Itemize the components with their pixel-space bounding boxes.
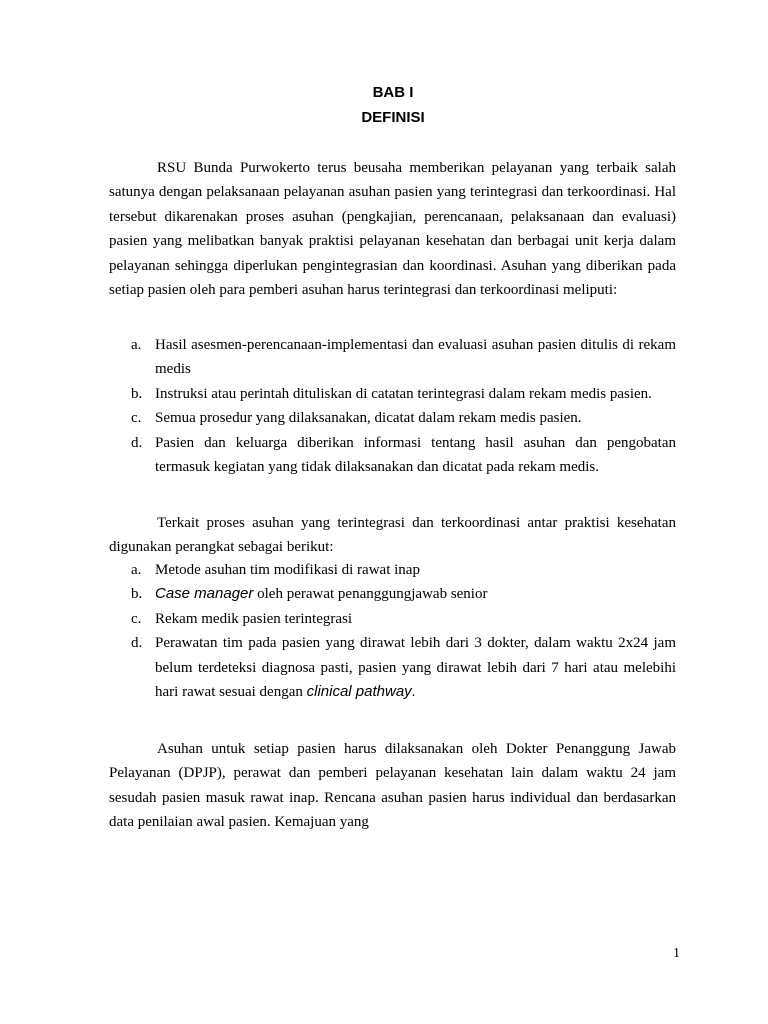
- list-item-text: Rekam medik pasien terintegrasi: [155, 610, 353, 627]
- intro-paragraph: [109, 156, 676, 302]
- list-item: [109, 558, 676, 582]
- list-marker: c.: [131, 610, 142, 627]
- list-item: [109, 382, 676, 406]
- chapter-heading: BAB I: [372, 84, 414, 101]
- list-item-text: Instruksi atau perintah dituliskan di catatan terintegrasi dalam rekam medis pasien.: [155, 385, 652, 402]
- clinical-pathway-term: clinical pathway: [306, 683, 412, 701]
- dpjp-paragraph: [109, 737, 676, 835]
- list-item-text: Pasien dan keluarga diberikan informasi tentang hasil asuhan dan pengobatan termasuk kegiatan yang tidak dilaksanakan dan dicatat pada rekam medis.: [155, 434, 676, 476]
- tools-paragraph-text: Terkait proses asuhan yang terintegrasi dan terkoordinasi antar praktisi kesehatan digunakan perangkat sebagai berikut:: [109, 515, 676, 556]
- list-item: [109, 607, 676, 631]
- list-marker: a.: [131, 562, 142, 578]
- list-item: [109, 431, 676, 480]
- page-number: 1: [673, 946, 680, 961]
- dpjp-paragraph-text: Asuhan untuk setiap pasien harus dilaksanakan oleh Dokter Penanggung Jawab Pelayanan (DPJP), perawat dan pemberi pelayanan kesehatan lain dalam waktu 24 jam sesudah pasien masuk rawat inap. Rencana asuhan pasien harus individual dan berdasarkan data penilaian awal pasien. Kemajuan yang: [109, 741, 676, 831]
- case-manager-term: Case manager: [155, 585, 254, 603]
- integration-requirements-list: [109, 333, 676, 479]
- list-item-text: Perawatan tim pada pasien yang dirawat lebih dari 3 dokter, dalam waktu 2x24 jam belum terdeteksi diagnosa pasti, pasien yang dirawat lebih dari 7 hari atau melebihi hari rawat sesuai dengan: [155, 635, 676, 701]
- list-marker: d.: [131, 635, 143, 652]
- intro-paragraph-text: RSU Bunda Purwokerto terus beusaha memberikan pelayanan yang terbaik salah satunya dengan pelaksanaan pelayanan asuhan pasien yang terintegrasi dan terkoordinasi. Hal tersebut dikarenakan proses asuhan (pengkajian, perencanaan, pelaksanaan dan evaluasi) pasien yang melibatkan banyak praktisi pelayanan kesehatan dan berbagai unit kerja dalam pelayanan sehingga diperlukan pengintegrasian dan koordinasi. Asuhan yang diberikan pada setiap pasien oleh para pemberi asuhan harus terintegrasi dan terkoordinasi meliputi:: [109, 160, 676, 299]
- tools-paragraph: [109, 511, 676, 560]
- list-item-tail: .: [411, 684, 416, 701]
- list-item: [109, 631, 676, 704]
- list-marker: b.: [131, 586, 143, 603]
- list-item: [109, 582, 676, 606]
- list-item-text: Metode asuhan tim modifikasi di rawat inap: [155, 562, 420, 578]
- list-marker: b.: [131, 385, 143, 402]
- list-marker: a.: [131, 337, 142, 353]
- list-item-text: Semua prosedur yang dilaksanakan, dicatat dalam rekam medis pasien.: [155, 410, 582, 427]
- list-item-text: oleh perawat penanggungjawab senior: [253, 586, 488, 603]
- list-item: [109, 333, 676, 382]
- list-item-text: Hasil asesmen-perencanaan-implementasi dan evaluasi asuhan pasien ditulis di rekam medis: [155, 337, 676, 378]
- chapter-title: DEFINISI: [361, 109, 425, 126]
- list-marker: d.: [131, 434, 143, 451]
- list-item: [109, 406, 676, 430]
- tools-list: [109, 558, 676, 704]
- list-marker: c.: [131, 410, 142, 427]
